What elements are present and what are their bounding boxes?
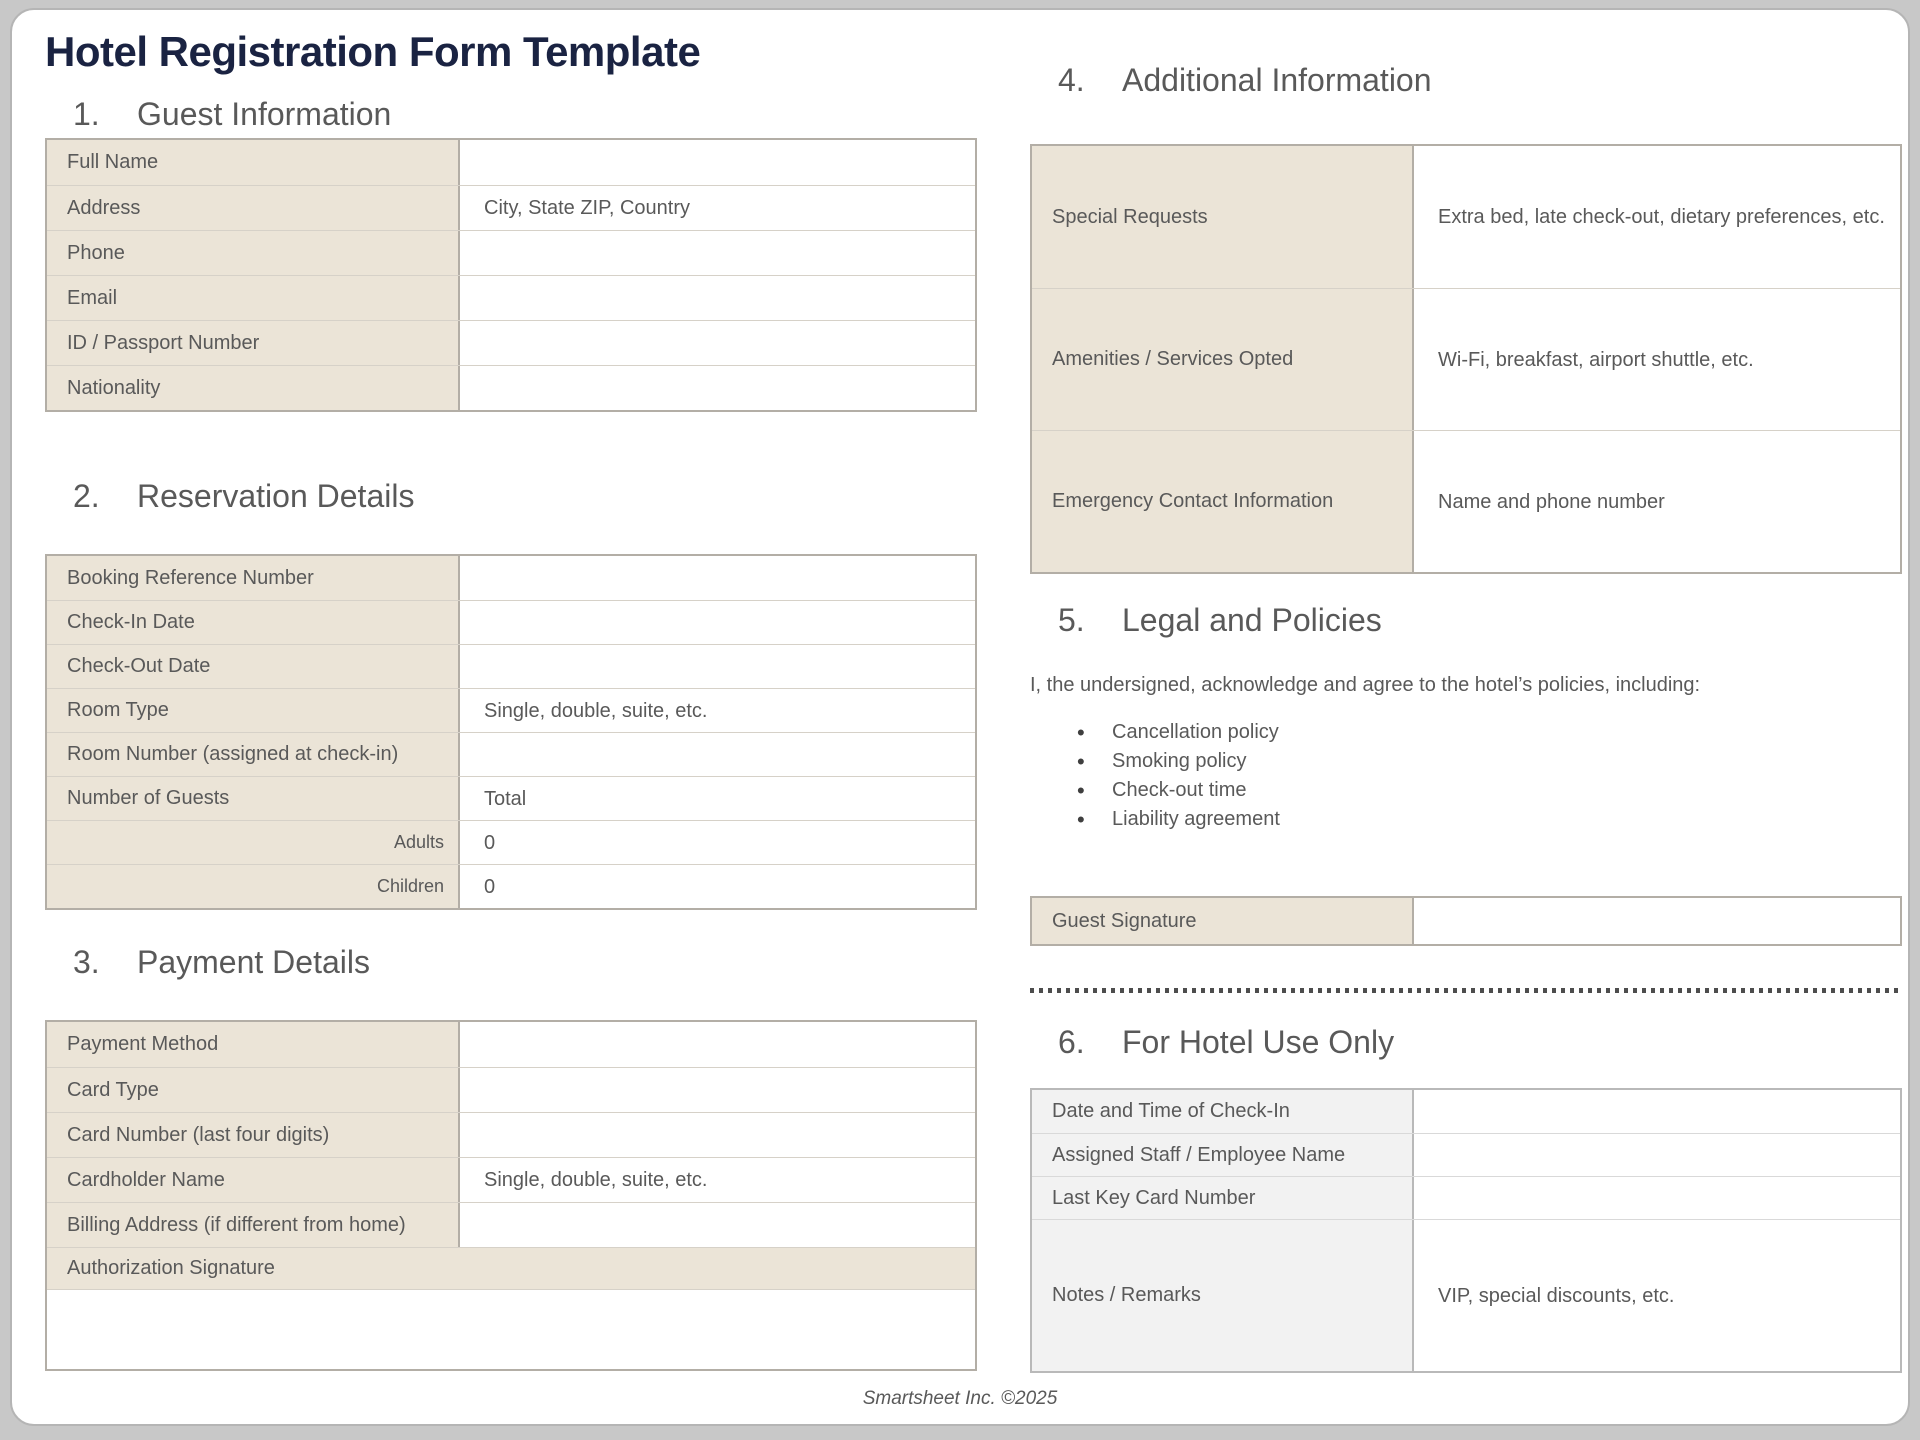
row-label: Guest Signature	[1032, 898, 1414, 944]
table-row	[47, 776, 975, 820]
heading-number: 2.	[73, 478, 100, 514]
table-row	[1032, 430, 1900, 572]
footer-credit: Smartsheet Inc. ©2025	[862, 1388, 1058, 1409]
row-label: Check-In Date	[47, 601, 460, 644]
section-heading-hotel-use-only	[1030, 1024, 1394, 1061]
heading-label: For Hotel Use Only	[1122, 1024, 1395, 1060]
emergency-contact-field[interactable]: Name and phone number	[1414, 431, 1900, 572]
heading-label: Legal and Policies	[1122, 602, 1382, 638]
row-label: Billing Address (if different from home)	[47, 1203, 460, 1247]
key-card-number-field[interactable]	[1414, 1177, 1900, 1219]
row-label: Room Number (assigned at check-in)	[47, 733, 460, 776]
row-label: Email	[47, 276, 460, 320]
table-row	[1032, 1090, 1900, 1133]
heading-number: 1.	[73, 96, 100, 132]
row-label: Payment Method	[47, 1022, 460, 1067]
row-label: Assigned Staff / Employee Name	[1032, 1134, 1414, 1176]
row-label: Last Key Card Number	[1032, 1177, 1414, 1219]
bullet-item: • Smoking policy	[1077, 747, 1280, 776]
section-heading-payment-details	[45, 944, 370, 981]
table-row	[1032, 1133, 1900, 1176]
authorization-signature-row	[47, 1247, 975, 1289]
right-column	[1030, 10, 1902, 1424]
row-label: Card Number (last four digits)	[47, 1113, 460, 1157]
payment-details-table	[45, 1020, 977, 1371]
guest-signature-table	[1030, 896, 1902, 946]
additional-information-table	[1030, 144, 1902, 574]
table-row	[47, 185, 975, 230]
table-row	[1032, 288, 1900, 430]
check-in-date-field[interactable]	[460, 601, 975, 644]
dotted-divider	[1030, 988, 1902, 993]
table-row	[1032, 1176, 1900, 1219]
row-label: Authorization Signature	[47, 1248, 975, 1289]
heading-number: 3.	[73, 944, 100, 980]
table-row	[47, 600, 975, 644]
row-label: Phone	[47, 231, 460, 275]
table-row	[47, 644, 975, 688]
full-name-field[interactable]	[460, 140, 975, 185]
section-heading-reservation-details	[45, 478, 414, 515]
special-requests-field[interactable]: Extra bed, late check-out, dietary preferences, etc.	[1414, 146, 1900, 288]
guest-signature-field[interactable]	[1414, 898, 1900, 944]
address-field[interactable]: City, State ZIP, Country	[460, 186, 975, 230]
table-row	[47, 688, 975, 732]
heading-label: Additional Information	[1122, 62, 1432, 98]
row-label: Booking Reference Number	[47, 556, 460, 600]
guest-signature-row	[1032, 898, 1900, 944]
assigned-staff-field[interactable]	[1414, 1134, 1900, 1176]
table-row	[47, 230, 975, 275]
bullet-item: • Cancellation policy	[1077, 718, 1280, 747]
adults-count-field[interactable]: 0	[460, 821, 975, 864]
heading-number: 5.	[1058, 602, 1085, 638]
billing-address-field[interactable]	[460, 1203, 975, 1247]
section-heading-guest-information	[45, 96, 391, 133]
booking-reference-field[interactable]	[460, 556, 975, 600]
bullet-item: • Check-out time	[1077, 776, 1280, 805]
row-label: Card Type	[47, 1068, 460, 1112]
payment-method-field[interactable]	[460, 1022, 975, 1067]
row-label: Emergency Contact Information	[1032, 431, 1414, 572]
table-row	[47, 556, 975, 600]
email-field[interactable]	[460, 276, 975, 320]
heading-label: Reservation Details	[137, 478, 415, 514]
hotel-use-only-table	[1030, 1088, 1902, 1373]
table-row	[1032, 1219, 1900, 1371]
table-row	[47, 1112, 975, 1157]
room-number-field[interactable]	[460, 733, 975, 776]
number-of-guests-field[interactable]: Total	[460, 777, 975, 820]
heading-number: 4.	[1058, 62, 1085, 98]
table-row	[47, 864, 975, 908]
row-label: Amenities / Services Opted	[1032, 289, 1414, 430]
page-title: Hotel Registration Form Template	[45, 28, 701, 75]
section-heading-legal-and-policies	[1030, 602, 1382, 639]
table-row	[47, 1022, 975, 1067]
row-label: Full Name	[47, 140, 460, 185]
phone-field[interactable]	[460, 231, 975, 275]
policy-bullet-list	[1077, 718, 1280, 834]
card-type-field[interactable]	[460, 1068, 975, 1112]
page-card	[10, 8, 1910, 1426]
row-label: Special Requests	[1032, 146, 1414, 288]
room-type-field[interactable]: Single, double, suite, etc.	[460, 689, 975, 732]
row-label: Children	[47, 865, 460, 908]
authorization-signature-box[interactable]	[47, 1289, 975, 1369]
row-label: Adults	[47, 821, 460, 864]
check-out-date-field[interactable]	[460, 645, 975, 688]
reservation-details-table	[45, 554, 977, 910]
table-row	[47, 820, 975, 864]
amenities-field[interactable]: Wi-Fi, breakfast, airport shuttle, etc.	[1414, 289, 1900, 430]
heading-number: 6.	[1058, 1024, 1085, 1060]
table-row	[47, 365, 975, 410]
section-heading-additional-information	[1030, 62, 1432, 99]
row-label: ID / Passport Number	[47, 321, 460, 365]
left-column	[45, 10, 977, 1424]
table-row	[47, 1202, 975, 1247]
table-row	[47, 1157, 975, 1202]
heading-label: Payment Details	[137, 944, 370, 980]
legal-intro-text: I, the undersigned, acknowledge and agree to the hotel’s policies, including:	[1030, 674, 1701, 696]
row-label: Notes / Remarks	[1032, 1220, 1414, 1371]
table-row	[47, 320, 975, 365]
table-row	[47, 140, 975, 185]
nationality-field[interactable]	[460, 366, 975, 410]
row-label: Address	[47, 186, 460, 230]
notes-remarks-field[interactable]: VIP, special discounts, etc.	[1414, 1220, 1900, 1371]
row-label: Number of Guests	[47, 777, 460, 820]
row-label: Check-Out Date	[47, 645, 460, 688]
children-count-field[interactable]: 0	[460, 865, 975, 908]
card-number-field[interactable]	[460, 1113, 975, 1157]
row-label: Cardholder Name	[47, 1158, 460, 1202]
row-label: Date and Time of Check-In	[1032, 1090, 1414, 1133]
row-label: Nationality	[47, 366, 460, 410]
heading-label: Guest Information	[137, 96, 392, 132]
guest-information-table	[45, 138, 977, 412]
table-row	[1032, 146, 1900, 288]
passport-number-field[interactable]	[460, 321, 975, 365]
bullet-item: • Liability agreement	[1077, 805, 1280, 834]
table-row	[47, 732, 975, 776]
check-in-datetime-field[interactable]	[1414, 1090, 1900, 1133]
table-row	[47, 1067, 975, 1112]
row-label: Room Type	[47, 689, 460, 732]
table-row	[47, 275, 975, 320]
cardholder-name-field[interactable]: Single, double, suite, etc.	[460, 1158, 975, 1202]
